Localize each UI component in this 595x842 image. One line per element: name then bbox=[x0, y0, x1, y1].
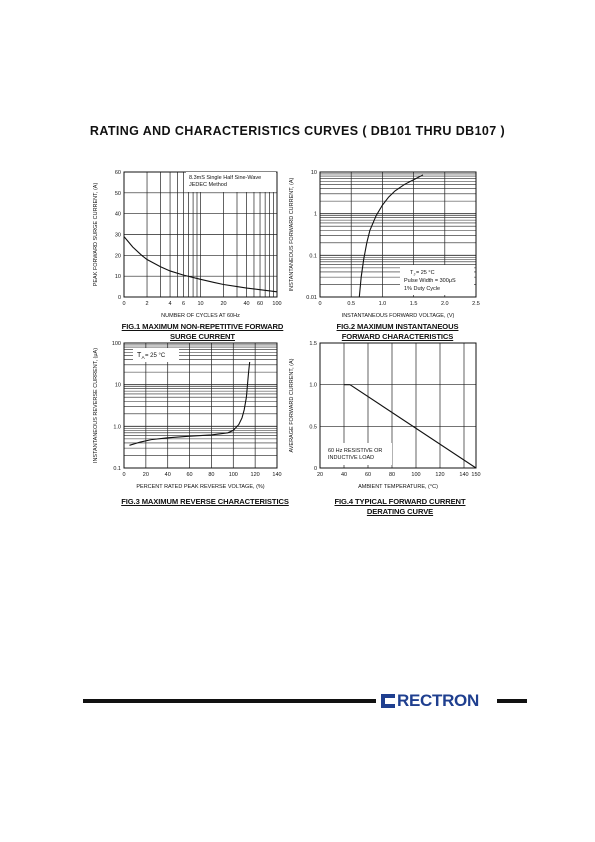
fig1-caption-line2: SURGE CURRENT bbox=[170, 332, 235, 341]
fig3-y-tick-label: 10 bbox=[114, 382, 121, 389]
fig3-y-tick-label: 1.0 bbox=[113, 424, 121, 431]
fig2-y-tick-label: 0.01 bbox=[306, 295, 317, 301]
fig4-y-tick-label: 0.5 bbox=[309, 424, 317, 431]
fig1-x-tick-label: 4 bbox=[168, 301, 172, 307]
fig4-x-axis-label: AMBIENT TEMPERATURE, (°C) bbox=[358, 484, 438, 490]
fig4-x-tick-label: 40 bbox=[340, 472, 348, 478]
fig2-caption-line1: FIG.2 MAXIMUM INSTANTANEOUS bbox=[336, 322, 459, 331]
fig4-caption bbox=[310, 497, 490, 517]
fig2-x-tick-label: 0.5 bbox=[347, 301, 356, 307]
fig4-annotation-line: INDUCTIVE LOAD bbox=[328, 455, 375, 461]
fig3-y-tick-label: 100 bbox=[111, 341, 121, 347]
fig2-x-axis-label: INSTANTANEOUS FORWARD VOLTAGE, (V) bbox=[341, 313, 455, 319]
fig1-y-tick-label: 40 bbox=[114, 211, 121, 218]
footer-rule-right bbox=[497, 699, 527, 703]
fig4-x-tick-label: 20 bbox=[316, 472, 324, 478]
fig4-x-tick-label: 60 bbox=[364, 472, 372, 478]
rectron-mark-icon bbox=[381, 694, 395, 708]
fig2-x-tick-label: 0 bbox=[318, 301, 322, 307]
fig1-x-tick-label: 2 bbox=[145, 301, 149, 307]
fig2-x-tick-label: 1.0 bbox=[378, 301, 387, 307]
fig2-y-tick-label: 10 bbox=[310, 170, 317, 176]
fig4-x-tick-label: 120 bbox=[435, 472, 445, 478]
footer-rule-left bbox=[83, 699, 376, 703]
fig1-x-axis-label: NUMBER OF CYCLES AT 60Hz bbox=[161, 313, 240, 319]
fig1-x-tick-label: 0 bbox=[122, 301, 126, 307]
fig3-x-tick-label: 20 bbox=[142, 472, 149, 478]
fig1-x-tick-label: 10 bbox=[197, 301, 204, 307]
fig2-caption-line2: FORWARD CHARACTERISTICS bbox=[341, 332, 454, 341]
fig2-x-tick-label: 2.0 bbox=[440, 301, 449, 307]
fig2-caption bbox=[305, 322, 490, 342]
fig4-y-tick-label: 1.0 bbox=[309, 382, 317, 389]
fig3-annotation-ta-sub: A bbox=[141, 356, 145, 361]
fig3-x-tick-label: 120 bbox=[250, 472, 260, 478]
fig3-x-tick-label: 80 bbox=[208, 472, 215, 478]
fig2-annotation-tj-value: = 25 °C bbox=[416, 270, 435, 276]
fig2-x-tick-label: 1.5 bbox=[409, 301, 418, 307]
fig4-y-tick-label: 0 bbox=[313, 466, 317, 472]
fig3-x-tick-label: 60 bbox=[186, 472, 193, 478]
fig3-caption bbox=[105, 497, 305, 507]
fig4-x-tick-label: 150 bbox=[471, 472, 481, 478]
fig4-x-tick-label: 100 bbox=[411, 472, 421, 478]
page-title: RATING AND CHARACTERISTICS CURVES ( DB101 THRU DB107 ) bbox=[89, 124, 506, 138]
fig2-y-tick-label: 0.1 bbox=[309, 253, 317, 260]
fig3-y-axis-label: INSTANTANEOUS REVERSE CURRENT, (μA) bbox=[93, 347, 99, 464]
fig1-y-tick-label: 10 bbox=[114, 274, 121, 281]
fig4-annotation-box bbox=[322, 443, 392, 465]
fig2-y-axis-label: INSTANTANEOUS FORWARD CURRENT, (A) bbox=[289, 177, 295, 292]
fig3-x-tick-label: 140 bbox=[272, 472, 282, 478]
fig4-x-tick-label: 80 bbox=[388, 472, 396, 478]
fig3-annotation-ta-value: = 25 °C bbox=[145, 353, 166, 359]
fig4-annotation-line: 60 Hz RESISTIVE OR bbox=[328, 448, 383, 454]
fig3-x-tick-label: 40 bbox=[164, 472, 171, 478]
fig4-y-tick-label: 1.5 bbox=[309, 341, 317, 347]
fig1-x-tick-label: 100 bbox=[272, 301, 282, 307]
fig1-caption bbox=[110, 322, 295, 342]
fig3-caption-line1: FIG.3 MAXIMUM REVERSE CHARACTERISTICS bbox=[121, 497, 289, 506]
fig1-y-tick-label: 60 bbox=[114, 170, 121, 176]
fig2-annotation-tj-symbol: T bbox=[410, 270, 414, 276]
fig4-x-tick-label: 140 bbox=[459, 472, 469, 478]
fig3-x-tick-label: 100 bbox=[228, 472, 238, 478]
fig4-y-axis-label: AVERAGE FORWARD CURRENT, (A) bbox=[289, 358, 295, 453]
fig1-y-tick-label: 30 bbox=[114, 232, 121, 239]
fig1-y-tick-label: 20 bbox=[114, 253, 121, 260]
fig2-x-tick-label: 2.5 bbox=[472, 301, 480, 307]
fig1-x-tick-label: 6 bbox=[181, 301, 186, 307]
fig1-x-tick-label: 40 bbox=[243, 301, 250, 307]
fig2-annotation-line: Pulse Width = 300μS bbox=[404, 278, 456, 284]
fig4-caption-line1: FIG.4 TYPICAL FORWARD CURRENT bbox=[334, 497, 466, 506]
fig1-x-tick-label: 60 bbox=[256, 301, 264, 307]
fig2-annotation-tj-sub: J bbox=[413, 272, 416, 277]
fig1-y-tick-label: 0 bbox=[117, 295, 121, 301]
fig1-annotation-line: 8.3mS Single Half Sine-Wave bbox=[189, 175, 262, 181]
fig1-y-axis-label: PEAK FORWARD SURGE CURRENT, (A) bbox=[93, 182, 99, 287]
fig4-caption-line2: DERATING CURVE bbox=[366, 507, 434, 516]
fig1-x-tick-label: 20 bbox=[220, 301, 227, 307]
fig3-y-tick-label: 0.1 bbox=[113, 466, 121, 472]
fig3-annotation-ta-symbol: T bbox=[137, 352, 142, 359]
fig3-x-tick-label: 0 bbox=[122, 472, 126, 478]
rectron-logo bbox=[381, 690, 479, 712]
fig1-annotation-line: JEDEC Method bbox=[189, 182, 227, 188]
fig2-y-tick-label: 1 bbox=[313, 211, 317, 218]
fig1-caption-line1: FIG.1 MAXIMUM NON-REPETITIVE FORWARD bbox=[121, 322, 284, 331]
fig3-x-axis-label: PERCENT RATED PEAK REVERSE VOLTAGE, (%) bbox=[136, 484, 265, 490]
rectron-wordmark: RECTRON bbox=[397, 691, 479, 710]
fig1-y-tick-label: 50 bbox=[114, 190, 121, 197]
fig2-annotation-line: 1% Duty Cycle bbox=[404, 286, 441, 292]
